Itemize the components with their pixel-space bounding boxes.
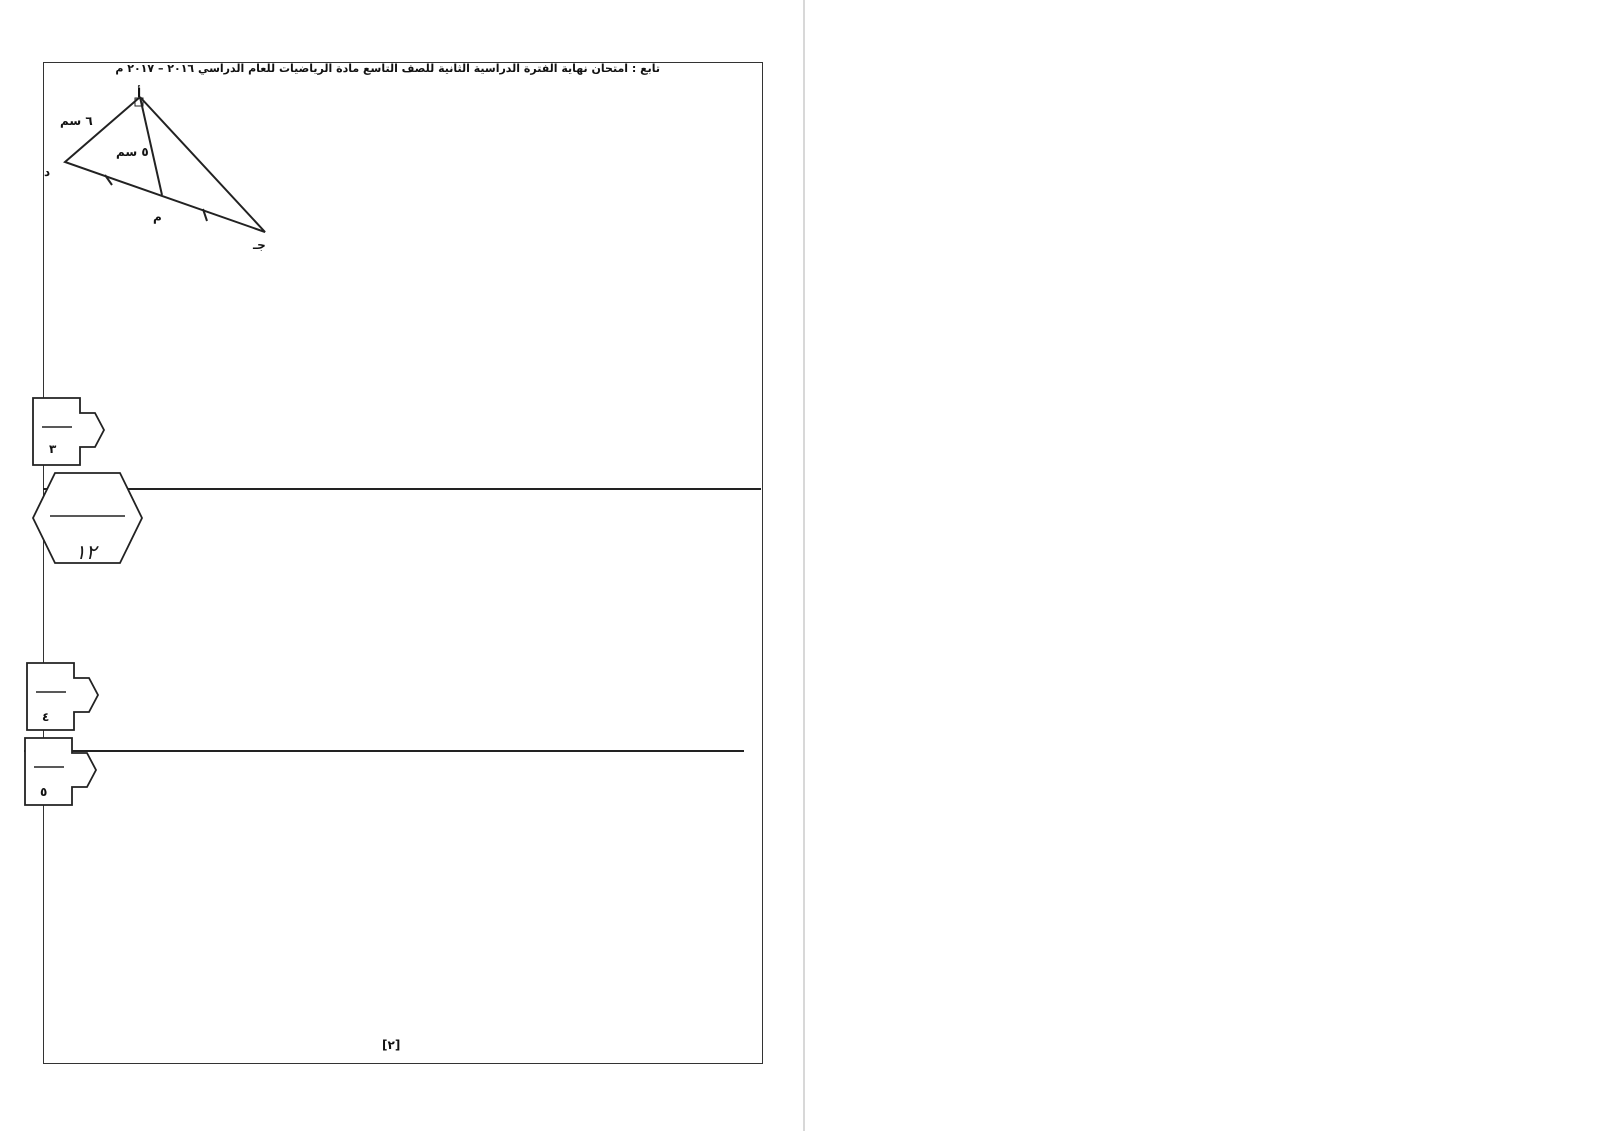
vertex-a-label: أ	[137, 86, 142, 100]
side-am-label: ٥ سم	[116, 145, 149, 159]
side-ad-label: ٦ سم	[60, 114, 93, 128]
scan-divider	[803, 0, 805, 1131]
page-number: [٢]	[382, 1038, 401, 1052]
vertex-j-label: جـ	[253, 238, 266, 252]
exam-header: تابع : امتحان نهاية الفترة الدراسية الثانية للصف التاسع مادة الرياضيات للعام الدراسي ٢٠١٦ – ٢٠١٧ م	[115, 62, 660, 75]
section-separator	[43, 488, 761, 490]
score-box-arrow	[24, 660, 104, 735]
score-box-arrow	[22, 735, 102, 810]
score-box-value: ٥	[40, 785, 48, 799]
score-box-arrow	[30, 395, 110, 470]
total-score-value: ١٢	[75, 540, 97, 564]
score-box-value: ٣	[49, 442, 57, 456]
score-box-value: ٤	[42, 710, 50, 724]
vertex-m-label: م	[153, 210, 162, 224]
section-separator	[24, 750, 744, 752]
vertex-d-label: د	[44, 165, 51, 179]
